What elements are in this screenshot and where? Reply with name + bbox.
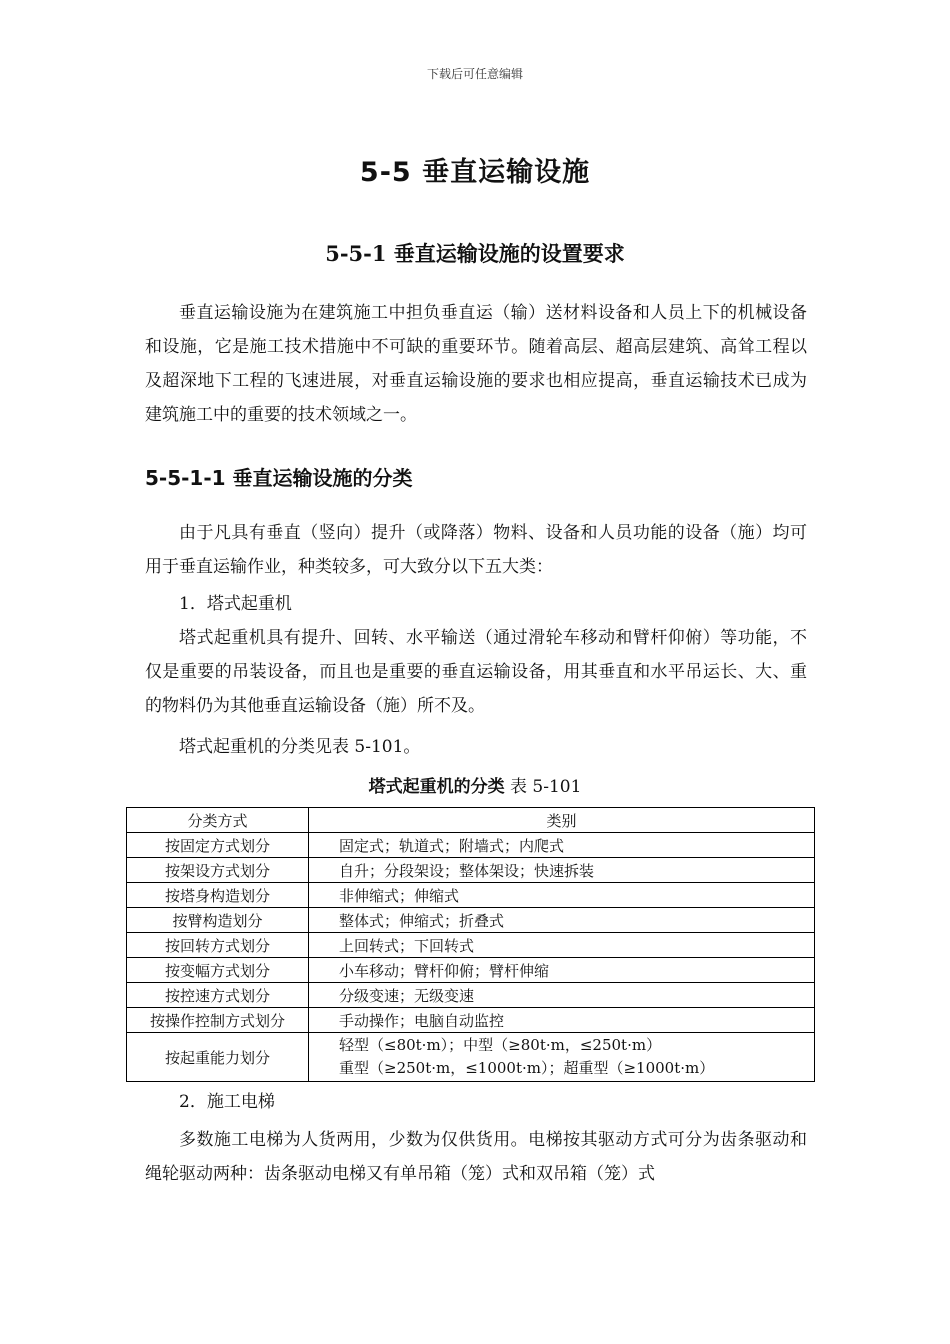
table-row xyxy=(127,1008,815,1033)
table-row xyxy=(127,858,815,883)
item1-paragraph: 塔式起重机具有提升、回转、水平输送（通过滑轮车移动和臂杆仰俯）等功能，不仅是重要的吊装设备，而且也是重要的垂直运输设备，用其垂直和水平吊运长、大、重的物料仍为其他垂直运输设备（施）所不及。 xyxy=(145,628,807,716)
subsection-heading: 5-5-1-1 垂直运输设施的分类 xyxy=(145,466,413,490)
table-row xyxy=(127,983,815,1008)
item1-title: 1．塔式起重机 xyxy=(179,594,292,614)
table-cell-category: 手动操作；电脑自动监控 xyxy=(309,1008,815,1033)
item1-table-reference: 塔式起重机的分类见表 5-101。 xyxy=(179,737,421,757)
table-cell-method: 按固定方式划分 xyxy=(127,833,309,858)
table-caption xyxy=(0,772,950,797)
table-cell-category: 分级变速；无级变速 xyxy=(309,983,815,1008)
table-header-category: 类别 xyxy=(309,808,815,833)
table-row xyxy=(127,833,815,858)
table-row xyxy=(127,908,815,933)
table-cell-method: 按操作控制方式划分 xyxy=(127,1008,309,1033)
capacity-line-1: 轻型（≤80t·m）；中型（≥80t·m，≤250t·m） xyxy=(339,1036,662,1054)
table-cell-method: 按塔身构造划分 xyxy=(127,883,309,908)
classification-paragraph: 由于凡具有垂直（竖向）提升（或降落）物料、设备和人员功能的设备（施）均可用于垂直运输作业，种类较多，可大致分以下五大类： xyxy=(145,523,807,577)
table-cell-method: 按控速方式划分 xyxy=(127,983,309,1008)
table-cell-category xyxy=(309,1033,815,1082)
crane-classification-table xyxy=(126,807,815,1082)
item2-paragraph: 多数施工电梯为人货两用，少数为仅供货用。电梯按其驱动方式可分为齿条驱动和绳轮驱动两种：齿条驱动电梯又有单吊箱（笼）式和双吊箱（笼）式 xyxy=(145,1130,807,1184)
table-cell-method: 按回转方式划分 xyxy=(127,933,309,958)
table-cell-category: 固定式；轨道式；附墙式；内爬式 xyxy=(309,833,815,858)
table-header-method: 分类方式 xyxy=(127,808,309,833)
table-cell-category: 非伸缩式；伸缩式 xyxy=(309,883,815,908)
table-caption-number: 表 5-101 xyxy=(504,777,582,797)
table-row xyxy=(127,933,815,958)
table-row xyxy=(127,958,815,983)
table-row xyxy=(127,1033,815,1082)
table-cell-method: 按起重能力划分 xyxy=(127,1033,309,1082)
item2-title: 2．施工电梯 xyxy=(179,1092,275,1112)
table-cell-method: 按臂构造划分 xyxy=(127,908,309,933)
table-header-row xyxy=(127,808,815,833)
header-note: 下载后可任意编辑 xyxy=(426,67,523,81)
table-row xyxy=(127,883,815,908)
table-caption-title: 塔式起重机的分类 xyxy=(368,777,505,797)
table-cell-category: 上回转式；下回转式 xyxy=(309,933,815,958)
chapter-title: 5-5 垂直运输设施 xyxy=(359,157,591,188)
table-cell-method: 按架设方式划分 xyxy=(127,858,309,883)
table-cell-category: 小车移动；臂杆仰俯；臂杆伸缩 xyxy=(309,958,815,983)
intro-paragraph: 垂直运输设施为在建筑施工中担负垂直运（输）送材料设备和人员上下的机械设备和设施，它是施工技术措施中不可缺的重要环节。随着高层、超高层建筑、高耸工程以及超深地下工程的飞速进展，对垂直运输设施的要求也相应提高，垂直运输技术已成为建筑施工中的重要的技术领域之一。 xyxy=(145,303,807,425)
capacity-line-2: 重型（≥250t·m，≤1000t·m）；超重型（≥1000t·m） xyxy=(339,1059,715,1077)
table-cell-category: 自升；分段架设；整体架设；快速拆装 xyxy=(309,858,815,883)
table-cell-category: 整体式；伸缩式；折叠式 xyxy=(309,908,815,933)
table-cell-method: 按变幅方式划分 xyxy=(127,958,309,983)
section-heading: 5-5-1 垂直运输设施的设置要求 xyxy=(325,241,625,266)
